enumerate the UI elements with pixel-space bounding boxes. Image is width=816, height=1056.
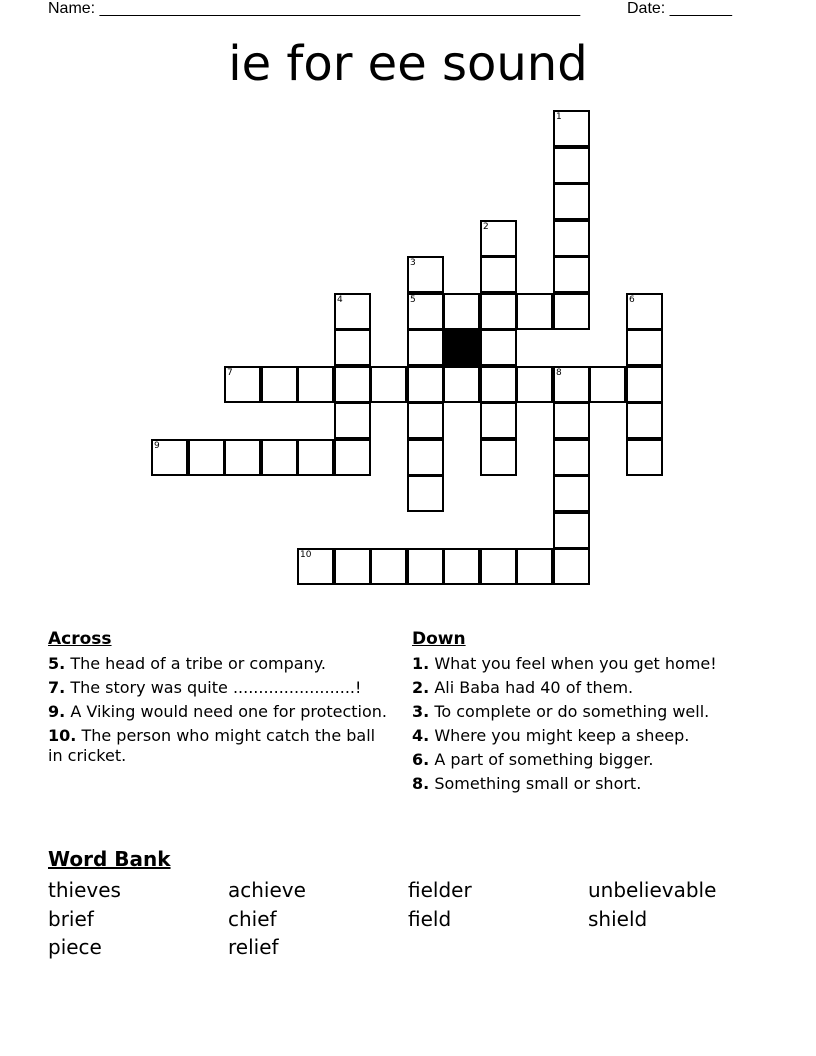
clue-down-6: 6. A part of something bigger. (412, 750, 654, 769)
grid-cell[interactable] (297, 366, 334, 403)
clue-number: 10 (300, 550, 312, 560)
grid-cell[interactable] (188, 439, 225, 476)
grid-cell[interactable] (626, 439, 663, 476)
word-bank-list (48, 876, 768, 962)
grid-cell[interactable] (553, 402, 590, 439)
clue-number: 3 (410, 258, 416, 268)
clue-across-5: 5. The head of a tribe or company. (48, 654, 326, 673)
grid-cell[interactable] (407, 366, 444, 403)
clue-across-7: 7. The story was quite ........................! (48, 678, 362, 697)
word-bank (48, 846, 768, 962)
grid-cell[interactable] (553, 439, 590, 476)
grid-cell[interactable] (151, 439, 188, 476)
grid-cell[interactable] (480, 548, 517, 585)
clue-down-3: 3. To complete or do something well. (412, 702, 710, 721)
clue-number: 1 (556, 112, 562, 122)
down-heading: Down (412, 629, 466, 649)
grid-cell[interactable] (553, 110, 590, 147)
grid-cell[interactable] (224, 366, 261, 403)
grid-cell[interactable] (443, 548, 480, 585)
grid-cell[interactable] (480, 329, 517, 366)
grid-cell[interactable] (261, 366, 298, 403)
grid-cell[interactable] (334, 329, 371, 366)
grid-cell[interactable] (334, 366, 371, 403)
date-field[interactable]: Date: _______ (627, 0, 732, 17)
clue-number: 2 (483, 222, 489, 232)
word-bank-item: unbelievable (588, 878, 717, 902)
grid-cell[interactable] (443, 366, 480, 403)
grid-cell[interactable] (334, 439, 371, 476)
word-bank-item: piece (48, 935, 102, 959)
grid-cell[interactable] (516, 366, 553, 403)
grid-cell[interactable] (480, 439, 517, 476)
word-bank-heading: Word Bank (48, 847, 171, 871)
grid-cell[interactable] (334, 548, 371, 585)
grid-cell[interactable] (334, 402, 371, 439)
word-bank-item: fielder (408, 878, 472, 902)
grid-cell[interactable] (626, 402, 663, 439)
grid-cell[interactable] (553, 147, 590, 184)
grid-cell[interactable] (626, 366, 663, 403)
grid-cell[interactable] (553, 293, 590, 330)
word-bank-item: thieves (48, 878, 121, 902)
word-bank-item: chief (228, 906, 277, 931)
clue-down-8: 8. Something small or short. (412, 774, 642, 793)
page-title: ie for ee sound (228, 36, 588, 92)
across-heading: Across (48, 629, 112, 649)
clue-down-4: 4. Where you might keep a sheep. (412, 726, 690, 745)
grid-cell[interactable] (261, 439, 298, 476)
grid-cell[interactable] (407, 475, 444, 512)
grid-cell[interactable] (480, 366, 517, 403)
clue-across-10: 10. The person who might catch the ball in cricket. (48, 726, 376, 765)
grid-cell[interactable] (407, 329, 444, 366)
grid-cell[interactable] (553, 366, 590, 403)
grid-cell[interactable] (553, 475, 590, 512)
grid-cell[interactable] (626, 293, 663, 330)
grid-cell[interactable] (589, 366, 626, 403)
grid-cell[interactable] (297, 548, 334, 585)
clue-number: 5 (410, 295, 416, 305)
name-field[interactable]: Name: ______________________________________________________ (48, 0, 581, 17)
word-bank-item: shield (588, 906, 648, 931)
grid-cell[interactable] (407, 402, 444, 439)
grid-cell[interactable] (553, 256, 590, 293)
grid-cell[interactable] (407, 256, 444, 293)
grid-cell[interactable] (553, 512, 590, 549)
grid-cell[interactable] (480, 220, 517, 257)
clue-down-1: 1. What you feel when you get home! (412, 654, 717, 673)
clue-number: 9 (154, 441, 160, 451)
grid-cell[interactable] (516, 293, 553, 330)
grid-cell[interactable] (480, 293, 517, 330)
grid-cell[interactable] (553, 183, 590, 220)
word-bank-item: field (408, 906, 452, 931)
grid-cell[interactable] (370, 366, 407, 403)
grid-cell[interactable] (516, 548, 553, 585)
clue-across-9: 9. A Viking would need one for protection. (48, 702, 388, 721)
grid-cell[interactable] (553, 548, 590, 585)
grid-cell[interactable] (480, 402, 517, 439)
across-clues (48, 628, 388, 770)
clue-number: 7 (227, 368, 233, 378)
clue-down-2: 2. Ali Baba had 40 of them. (412, 678, 634, 697)
word-bank-item: achieve (228, 878, 306, 902)
word-bank-item: brief (48, 906, 94, 931)
grid-cell[interactable] (334, 293, 371, 330)
grid-cell[interactable] (443, 293, 480, 330)
grid-cell[interactable] (297, 439, 334, 476)
clue-number: 6 (629, 295, 635, 305)
grid-cell[interactable] (370, 548, 407, 585)
grid-cell[interactable] (407, 293, 444, 330)
grid-cell[interactable] (553, 220, 590, 257)
black-square (443, 329, 480, 366)
grid-cell[interactable] (224, 439, 261, 476)
word-bank-item: relief (228, 935, 279, 959)
grid-cell[interactable] (626, 329, 663, 366)
clue-number: 8 (556, 368, 562, 378)
down-clues (412, 628, 772, 798)
grid-cell[interactable] (407, 548, 444, 585)
clue-number: 4 (337, 295, 343, 305)
grid-cell[interactable] (480, 256, 517, 293)
grid-cell[interactable] (407, 439, 444, 476)
